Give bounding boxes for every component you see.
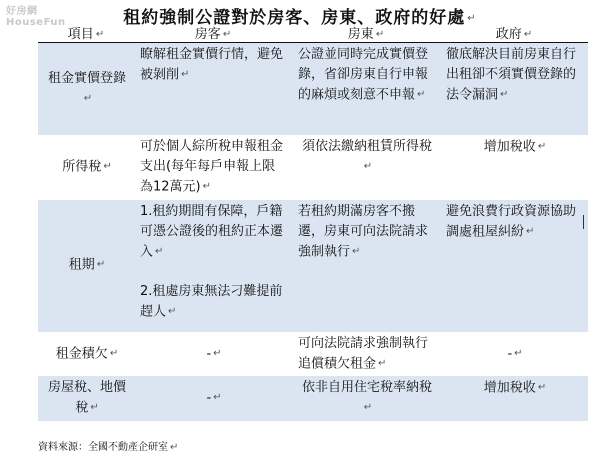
tenant-cell: 1.租約期間有保障，戶籍可憑公證後的租約正本遷入 ↵ 2.租處房東無法刁難提前趕人 ↵ — [134, 200, 292, 332]
government-cell: 徹底解決目前房東自行出租卻不須實價登錄的法令漏洞 ↵ — [440, 43, 588, 136]
paragraph-mark-icon: ↵ — [467, 12, 477, 24]
government-cell: 增加稅收 ↵ — [483, 139, 547, 155]
table-row — [38, 200, 588, 332]
header-landlord: 房東 ↵ — [347, 27, 385, 42]
header-government: 政府 ↵ — [495, 27, 533, 42]
landlord-cell: 公證並同時完成實價登錄，省卻房東自行申報的麻煩或刻意不申報 ↵ — [292, 43, 440, 136]
government-cell: - ↵ — [507, 346, 523, 361]
header-item: 項目 ↵ — [67, 27, 105, 42]
landlord-cell: 可向法院請求強制執行追償積欠租金 ↵ — [298, 335, 429, 371]
comparison-table — [38, 27, 588, 421]
page-title-text: 租約強制公證對於房客、房東、政府的好處 — [123, 8, 466, 28]
landlord-cell: 須依法繳納租賃所得稅↵ — [301, 139, 432, 172]
landlord-cell: 若租約期滿房客不搬遷，房東可向法院請求強制執行 ↵ — [292, 200, 440, 332]
table-header-row — [38, 27, 588, 43]
landlord-cell: 依非自用住宅稅率納稅↵ — [292, 376, 440, 421]
watermark-line-1: 好房網 — [6, 6, 38, 17]
text-cursor — [583, 215, 584, 229]
row-label: 租金積欠 ↵ — [55, 346, 119, 361]
government-cell: 避免浪費行政資源協助調處租屋糾紛 ↵ — [440, 200, 588, 332]
tenant-cell: 可於個人綜所稅申報租金支出(每年每戶申報上限為12萬元) ↵ — [140, 139, 284, 195]
source-note: 資料來源：全國不動產企研室 ↵ — [38, 441, 179, 453]
header-tenant: 房客 ↵ — [194, 27, 232, 42]
watermark-line-2: HouseFun — [6, 17, 66, 28]
row-label: 所得稅 ↵ — [62, 159, 112, 175]
page-title — [0, 3, 600, 28]
table-row — [38, 43, 588, 136]
tenant-cell: - ↵ — [134, 376, 292, 421]
table-row — [38, 376, 588, 421]
row-label: 房屋稅、地價稅 ↵ — [38, 376, 134, 421]
tenant-cell: - ↵ — [206, 346, 222, 361]
tenant-cell: 瞭解租金實價行情，避免被剝削 ↵ — [134, 43, 292, 136]
table-row — [38, 135, 588, 200]
row-label: 租金實價登錄↵ — [38, 43, 134, 136]
government-cell: 增加稅收 ↵ — [440, 376, 588, 421]
table-row — [38, 332, 588, 377]
row-label: 租期 ↵ — [38, 200, 134, 332]
